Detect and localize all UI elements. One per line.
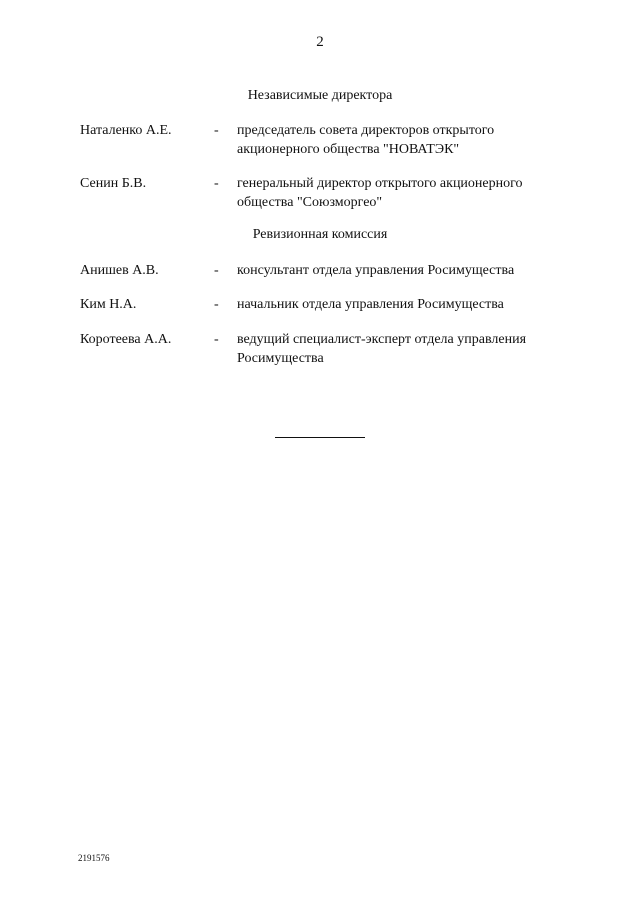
- role-line: консультант отдела управления Росимущества: [237, 263, 515, 278]
- entry-dash: -: [214, 263, 219, 278]
- person-name: Наталенко А.Е.: [80, 123, 172, 138]
- role-line: начальник отдела управления Росимущества: [237, 297, 504, 312]
- role-line: ведущий специалист-эксперт отдела управления: [237, 332, 527, 347]
- person-name: Сенин Б.В.: [80, 176, 147, 191]
- person-entry: [80, 295, 580, 314]
- page-number: 2: [316, 34, 324, 50]
- end-separator-line: [275, 437, 365, 438]
- role-line: Росимущества: [237, 351, 324, 366]
- person-entry: [80, 121, 580, 159]
- person-role: [237, 174, 580, 212]
- role-line: генеральный директор открытого акционерного: [237, 176, 523, 191]
- role-line: общества "Союзморгео": [237, 195, 383, 210]
- section-heading-audit-commission: Ревизионная комиссия: [252, 227, 388, 242]
- person-role: [237, 330, 580, 368]
- document-code: 2191576: [78, 853, 110, 863]
- person-name: Ким Н.А.: [80, 297, 137, 312]
- section-heading-independent-directors: Независимые директора: [247, 88, 393, 103]
- person-role: [237, 261, 580, 280]
- entry-dash: -: [214, 123, 219, 138]
- person-role: [237, 121, 580, 159]
- person-role: [237, 295, 580, 314]
- person-entry: [80, 261, 580, 280]
- entry-dash: -: [214, 176, 219, 191]
- entry-dash: -: [214, 332, 219, 347]
- person-entry: [80, 174, 580, 212]
- entry-dash: -: [214, 297, 219, 312]
- person-name: Анишев А.В.: [80, 263, 159, 278]
- person-entry: [80, 330, 580, 368]
- person-name: Коротеева А.А.: [80, 332, 172, 347]
- role-line: акционерного общества "НОВАТЭК": [237, 142, 460, 157]
- role-line: председатель совета директоров открытого: [237, 123, 495, 138]
